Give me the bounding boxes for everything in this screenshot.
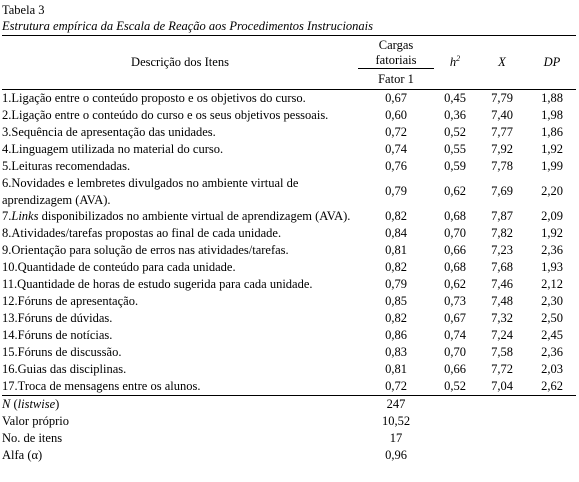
item-description: 12.Fóruns de apresentação. bbox=[2, 294, 139, 309]
footer-empty-cell bbox=[528, 413, 576, 430]
footer-empty-cell bbox=[434, 413, 476, 430]
mean-cell: 7,69 bbox=[491, 184, 513, 198]
item-description: 10.Quantidade de conteúdo para cada unidade. bbox=[2, 260, 236, 275]
sd-cell: 2,30 bbox=[541, 294, 563, 308]
table-row bbox=[2, 361, 576, 378]
footer-label: No. de itens bbox=[2, 431, 63, 445]
h2-cell: 0,67 bbox=[444, 311, 466, 325]
footer-empty-cell bbox=[528, 396, 576, 414]
factor-loading-cell: 0,81 bbox=[385, 362, 407, 376]
sd-cell: 2,45 bbox=[541, 328, 563, 342]
footer-empty-cell bbox=[434, 396, 476, 414]
sd-cell: 2,09 bbox=[541, 209, 563, 223]
item-description: 13.Fóruns de dúvidas. bbox=[2, 311, 113, 326]
footer-row bbox=[2, 413, 576, 430]
h2-cell: 0,66 bbox=[444, 362, 466, 376]
factor-loading-cell: 0,82 bbox=[385, 311, 407, 325]
header-factor-1: Fator 1 bbox=[358, 69, 434, 90]
sd-cell: 2,36 bbox=[541, 345, 563, 359]
h2-cell: 0,62 bbox=[444, 184, 466, 198]
table-row bbox=[2, 344, 576, 361]
footer-label: N (listwise) bbox=[2, 397, 60, 411]
table-row bbox=[2, 310, 576, 327]
factor-loading-cell: 0,79 bbox=[385, 277, 407, 291]
factor-loading-cell: 0,76 bbox=[385, 159, 407, 173]
footer-label: Alfa (α) bbox=[2, 448, 43, 462]
factor-loading-cell: 0,72 bbox=[358, 378, 434, 396]
table-row bbox=[2, 175, 576, 208]
factor-loading-cell: 0,67 bbox=[385, 91, 407, 105]
table-row bbox=[2, 378, 576, 396]
header-factor-loadings-line2: fatoriais bbox=[375, 53, 417, 67]
footer-empty-cell bbox=[528, 430, 576, 447]
h2-cell: 0,68 bbox=[444, 260, 466, 274]
table-row bbox=[2, 90, 576, 108]
table-body bbox=[2, 90, 576, 396]
factor-loading-cell: 0,60 bbox=[385, 108, 407, 122]
item-description: 11.Quantidade de horas de estudo sugerida para cada unidade. bbox=[2, 277, 313, 292]
item-description: 1.Ligação entre o conteúdo proposto e os objetivos do curso. bbox=[2, 91, 306, 106]
mean-cell: 7,72 bbox=[491, 362, 513, 376]
item-description: 5.Leituras recomendadas. bbox=[2, 159, 131, 174]
table-row bbox=[2, 259, 576, 276]
mean-cell: 7,87 bbox=[491, 209, 513, 223]
table-row bbox=[2, 242, 576, 259]
footer-empty-cell bbox=[528, 447, 576, 464]
table-row bbox=[2, 276, 576, 293]
footer-empty-cell bbox=[434, 447, 476, 464]
mean-cell: 7,77 bbox=[491, 125, 513, 139]
h2-cell: 0,52 bbox=[434, 378, 476, 396]
table-row bbox=[2, 293, 576, 310]
table-title: Estrutura empírica da Escala de Reação aos Procedimentos Instrucionais bbox=[2, 19, 374, 33]
item-description: 6.Novidades e lembretes divulgados no ambiente virtual de aprendizagem (AVA). bbox=[2, 176, 299, 207]
item-description: 15.Fóruns de discussão. bbox=[2, 345, 122, 360]
footer-row bbox=[2, 396, 576, 414]
footer-value: 10,52 bbox=[381, 414, 411, 428]
table-row bbox=[2, 225, 576, 242]
h2-cell: 0,59 bbox=[444, 159, 466, 173]
table-footer bbox=[2, 396, 576, 465]
sd-cell: 2,20 bbox=[541, 184, 563, 198]
factor-loading-cell: 0,84 bbox=[385, 226, 407, 240]
mean-cell: 7,78 bbox=[491, 159, 513, 173]
mean-cell: 7,04 bbox=[476, 378, 528, 396]
item-description: 7.Links disponibilizados no ambiente virtual de aprendizagem (AVA). bbox=[2, 209, 351, 224]
table-row bbox=[2, 327, 576, 344]
footer-row bbox=[2, 430, 576, 447]
sd-cell: 1,92 bbox=[541, 226, 563, 240]
sd-cell: 1,88 bbox=[541, 91, 563, 105]
sd-cell: 2,62 bbox=[528, 378, 576, 396]
mean-cell: 7,48 bbox=[491, 294, 513, 308]
sd-cell: 2,50 bbox=[541, 311, 563, 325]
factor-loading-cell: 0,81 bbox=[385, 243, 407, 257]
item-description: 2.Ligação entre o conteúdo do curso e os seus objetivos pessoais. bbox=[2, 108, 329, 123]
h2-cell: 0,52 bbox=[444, 125, 466, 139]
table-row bbox=[2, 208, 576, 225]
h2-cell: 0,66 bbox=[444, 243, 466, 257]
mean-cell: 7,92 bbox=[491, 142, 513, 156]
sd-cell: 1,86 bbox=[541, 125, 563, 139]
factor-loading-cell: 0,72 bbox=[385, 125, 407, 139]
h2-cell: 0,62 bbox=[444, 277, 466, 291]
mean-cell: 7,79 bbox=[491, 91, 513, 105]
mean-cell: 7,32 bbox=[491, 311, 513, 325]
header-description: Descrição dos Itens bbox=[2, 36, 358, 90]
header-row bbox=[2, 36, 576, 69]
factor-loading-cell: 0,86 bbox=[385, 328, 407, 342]
h2-cell: 0,73 bbox=[444, 294, 466, 308]
sd-cell: 1,92 bbox=[541, 142, 563, 156]
footer-value: 0,96 bbox=[385, 448, 407, 462]
factor-loading-cell: 0,74 bbox=[385, 142, 407, 156]
mean-cell: 7,24 bbox=[491, 328, 513, 342]
header-factor-loadings bbox=[358, 36, 434, 69]
header-sd: DP bbox=[528, 36, 576, 90]
footer-empty-cell bbox=[434, 430, 476, 447]
footer-empty-cell bbox=[476, 430, 528, 447]
results-table bbox=[2, 35, 576, 464]
sd-cell: 2,12 bbox=[541, 277, 563, 291]
mean-cell: 7,58 bbox=[491, 345, 513, 359]
table-row bbox=[2, 158, 576, 175]
sd-cell: 2,36 bbox=[541, 243, 563, 257]
header-mean: X bbox=[476, 36, 528, 90]
footer-empty-cell bbox=[476, 396, 528, 414]
item-description: 4.Linguagem utilizada no material do curso. bbox=[2, 142, 224, 157]
footer-empty-cell bbox=[476, 447, 528, 464]
sd-cell: 1,99 bbox=[541, 159, 563, 173]
item-description: 3.Sequência de apresentação das unidades. bbox=[2, 125, 216, 140]
factor-loading-cell: 0,82 bbox=[385, 260, 407, 274]
header-h2: $h^2$ bbox=[434, 36, 476, 90]
table-row bbox=[2, 107, 576, 124]
h2-cell: 0,74 bbox=[444, 328, 466, 342]
h2-cell: 0,70 bbox=[444, 226, 466, 240]
factor-loading-cell: 0,83 bbox=[385, 345, 407, 359]
h2-cell: 0,45 bbox=[444, 91, 466, 105]
mean-cell: 7,82 bbox=[491, 226, 513, 240]
table-label: Tabela 3 bbox=[2, 3, 45, 17]
h2-cell: 0,68 bbox=[444, 209, 466, 223]
header-factor-loadings-line1: Cargas bbox=[378, 38, 414, 52]
mean-cell: 7,68 bbox=[491, 260, 513, 274]
item-description: 14.Fóruns de notícias. bbox=[2, 328, 113, 343]
footer-label: Valor próprio bbox=[2, 414, 69, 428]
factor-loading-cell: 0,85 bbox=[385, 294, 407, 308]
table-row bbox=[2, 124, 576, 141]
h2-cell: 0,55 bbox=[444, 142, 466, 156]
footer-row bbox=[2, 447, 576, 464]
factor-loading-cell: 0,82 bbox=[385, 209, 407, 223]
sd-cell: 1,93 bbox=[541, 260, 563, 274]
h2-cell: 0,70 bbox=[444, 345, 466, 359]
sd-cell: 1,98 bbox=[541, 108, 563, 122]
item-description: 8.Atividades/tarefas propostas ao final de cada unidade. bbox=[2, 226, 282, 241]
h2-cell: 0,36 bbox=[444, 108, 466, 122]
mean-cell: 7,40 bbox=[491, 108, 513, 122]
mean-cell: 7,23 bbox=[491, 243, 513, 257]
sd-cell: 2,03 bbox=[541, 362, 563, 376]
footer-value: 17 bbox=[389, 431, 403, 445]
item-description: 16.Guias das disciplinas. bbox=[2, 362, 127, 377]
mean-cell: 7,46 bbox=[491, 277, 513, 291]
factor-loading-cell: 0,79 bbox=[385, 184, 407, 198]
footer-value: 247 bbox=[386, 397, 406, 411]
table-row bbox=[2, 141, 576, 158]
footer-empty-cell bbox=[476, 413, 528, 430]
item-description: 9.Orientação para solução de erros nas atividades/tarefas. bbox=[2, 243, 289, 258]
item-description: 17.Troca de mensagens entre os alunos. bbox=[2, 378, 358, 396]
